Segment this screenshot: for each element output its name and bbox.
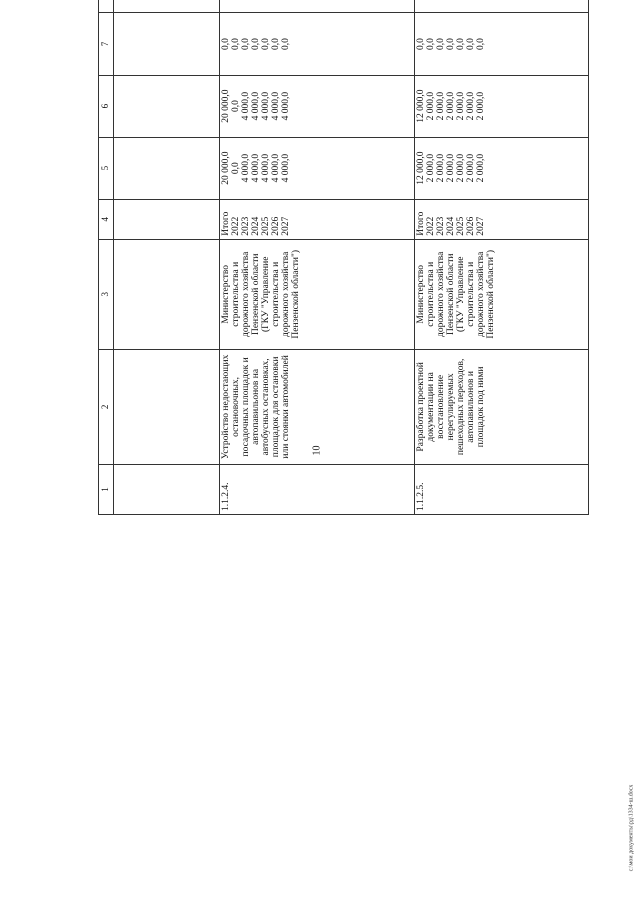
col5-values: 20 000,0 0,0 4 000,0 4 000,0 4 000,0 4 000,0 4 000,0 [220, 137, 415, 199]
years-cell: Итого 2022 2023 2024 2025 2026 2027 [220, 199, 415, 239]
col8-values [220, 0, 415, 13]
col-header-6: 6 [99, 75, 114, 137]
col6-values: 12 000,0 2 000,0 2 000,0 2 000,0 2 000,0 2 000,0 2 000,0 [415, 75, 589, 137]
file-path-footer: c:\мои документы\рд\1334-ш.docx [628, 784, 635, 872]
col-header-1: 1 [99, 464, 114, 514]
table-region [98, 24, 589, 880]
years-cell: Итого 2022 2023 2024 2025 2026 2027 [415, 199, 589, 239]
executor: Министерство строительства и дорожного хозяйства Пензенской области (ГКУ "Управление строительства и дорожного хозяйства Пензенской области") [220, 239, 415, 349]
col5-values: 12 000,0 2 000,0 2 000,0 2 000,0 2 000,0 2 000,0 2 000,0 [415, 137, 589, 199]
table-row [220, 0, 415, 515]
col-header-4: 4 [99, 199, 114, 239]
col-header-5: 5 [99, 137, 114, 199]
col7-values: 0,0 0,0 0,0 0,0 0,0 0,0 0,0 [415, 13, 589, 75]
row-number: 1.1.2.5. [415, 464, 589, 514]
measure-title: Разработка проектной документации на восстановление нерегулируемых пешеходных переходов, автопавильонов и площадок под ними [415, 349, 589, 464]
table-row [415, 0, 589, 515]
row-number: 1.1.2.4. [220, 464, 415, 514]
measure-title: Устройство недостающих остановочных, посадочных площадок и автопавильонов на автобусных остановках, площадок для остановки или стоянки автомобилей [220, 349, 415, 464]
col6-values: 20 000,0 0,0 4 000,0 4 000,0 4 000,0 4 000,0 4 000,0 [220, 75, 415, 137]
col-header-2: 2 [99, 349, 114, 464]
col8-values [415, 0, 589, 13]
program-table [98, 0, 589, 515]
col-header-3: 3 [99, 239, 114, 349]
col-header-8 [99, 0, 114, 13]
executor: Министерство строительства и дорожного хозяйства Пензенской области (ГКУ "Управление строительства и дорожного хозяйства Пензенской области") [415, 239, 589, 349]
page-number: 10 [311, 445, 323, 456]
continuation-row [114, 0, 220, 515]
header-row [99, 0, 114, 515]
col7-values: 0,0 0,0 0,0 0,0 0,0 0,0 0,0 [220, 13, 415, 75]
col-header-7: 7 [99, 13, 114, 75]
